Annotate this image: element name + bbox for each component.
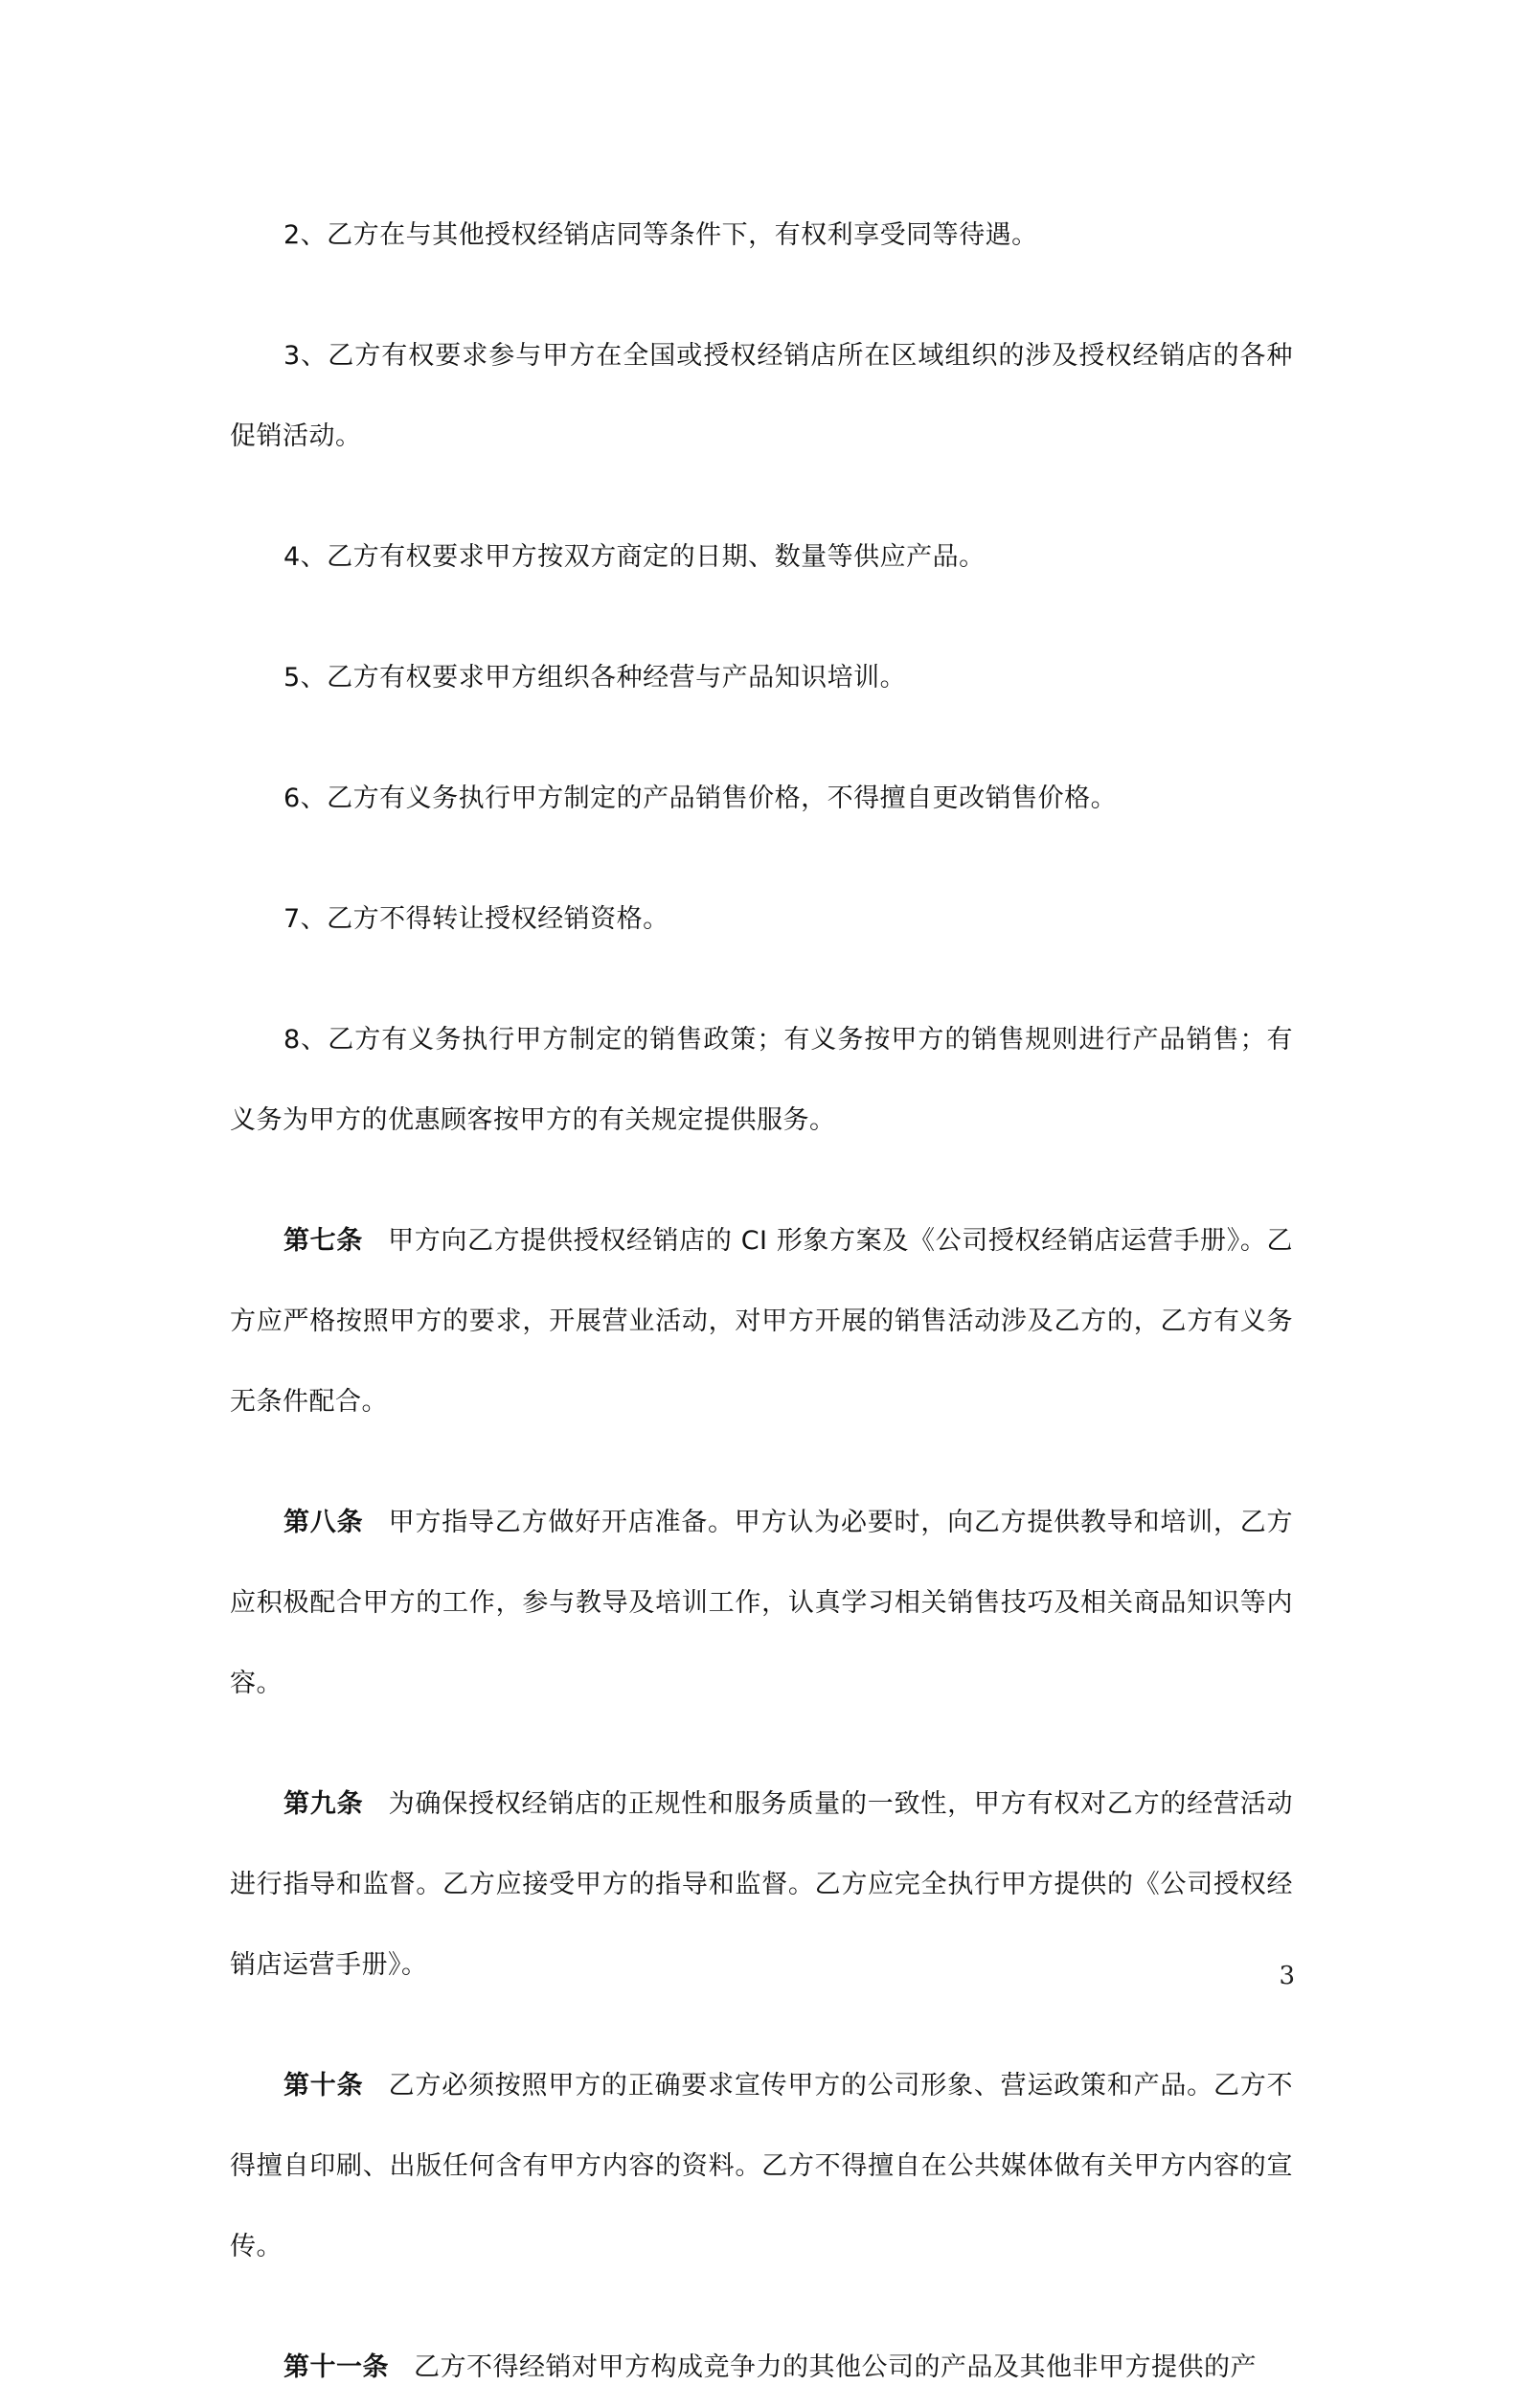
- clause-item-7: 7、乙方不得转让授权经销资格。: [283, 904, 669, 934]
- article-7: [230, 1201, 1293, 1443]
- clause-item-3: 3、乙方有权要求参与甲方在全国或授权经销店所在区域组织的涉及授权经销店的各种促销活动。: [230, 341, 1293, 451]
- clause-item-6: 6、乙方有义务执行甲方制定的产品销售价格，不得擅自更改销售价格。: [283, 784, 1118, 813]
- clause-item-4: 4、乙方有权要求甲方按双方商定的日期、数量等供应产品。: [283, 542, 986, 572]
- article-label: 第九条: [283, 1789, 364, 1819]
- clause-item-8: 8、乙方有义务执行甲方制定的销售政策；有义务按甲方的销售规则进行产品销售；有义务为甲方的优惠顾客按甲方的有关规定提供服务。: [230, 1025, 1293, 1135]
- clause-item-5: 5、乙方有权要求甲方组织各种经营与产品知识培训。: [283, 663, 907, 693]
- article-11: [230, 2328, 1293, 2408]
- article-text: 乙方不得经销对甲方构成竞争力的其他公司的产品及其他非甲方提供的产: [414, 2352, 1257, 2382]
- document-body: [230, 195, 1293, 2408]
- article-label: 第八条: [283, 1508, 364, 1537]
- article-10: [230, 2046, 1293, 2287]
- article-text: 为确保授权经销店的正规性和服务质量的一致性，甲方有权对乙方的经营活动进行指导和监督。乙方应接受甲方的指导和监督。乙方应完全执行甲方提供的《公司授权经销店运营手册》。: [230, 1789, 1294, 1980]
- article-label: 第七条: [283, 1226, 363, 1256]
- page-number: 3: [1279, 1962, 1295, 1990]
- clause-item-2: 2、乙方在与其他授权经销店同等条件下，有权利享受同等待遇。: [283, 220, 1038, 250]
- article-text: 甲方向乙方提供授权经销店的 CI 形象方案及《公司授权经销店运营手册》。乙方应严格按照甲方的要求，开展营业活动，对甲方开展的销售活动涉及乙方的，乙方有义务无条件配合。: [230, 1226, 1293, 1417]
- article-label: 第十一条: [283, 2352, 389, 2382]
- article-8: [230, 1483, 1293, 1724]
- article-text: 甲方指导乙方做好开店准备。甲方认为必要时，向乙方提供教导和培训，乙方应积极配合甲方的工作，参与教导及培训工作，认真学习相关销售技巧及相关商品知识等内容。: [230, 1508, 1294, 1698]
- article-9: [230, 1764, 1293, 2006]
- article-label: 第十条: [283, 2071, 364, 2101]
- article-text: 乙方必须按照甲方的正确要求宣传甲方的公司形象、营运政策和产品。乙方不得擅自印刷、出版任何含有甲方内容的资料。乙方不得擅自在公共媒体做有关甲方内容的宣传。: [230, 2071, 1294, 2261]
